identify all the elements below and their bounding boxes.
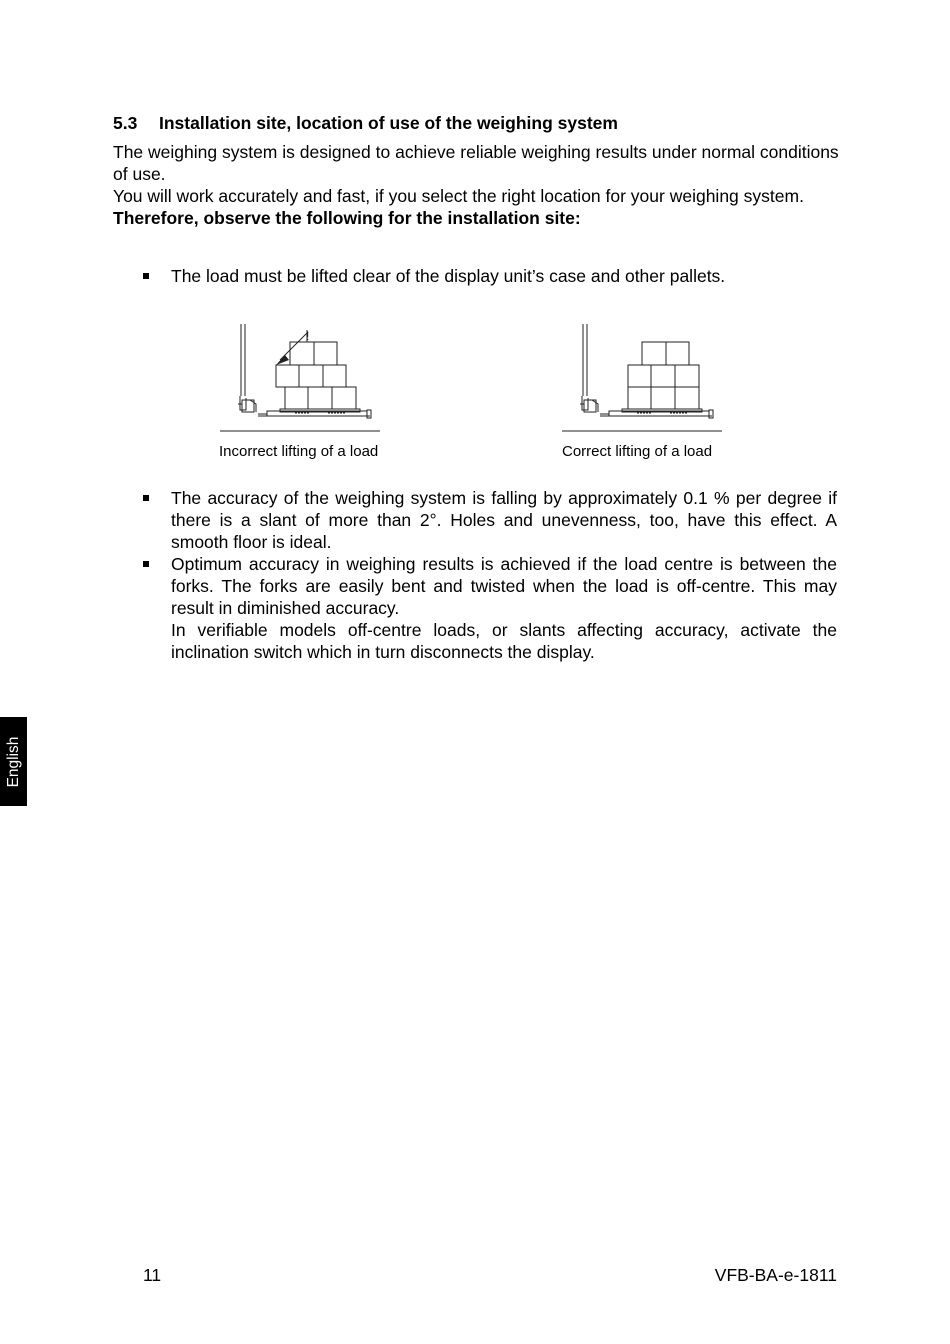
intro-text	[113, 141, 843, 229]
warning-mark: !	[306, 329, 310, 343]
bullet-list-lifting	[113, 265, 837, 287]
bullet-text: Optimum accuracy in weighing results is achieved if the load centre is between the forks. The forks are easily bent and twisted when the load is off-centre. This may result in diminished accuracy.	[171, 554, 837, 618]
language-tab	[0, 717, 27, 806]
document-code: VFB-BA-e-1811	[714, 1265, 837, 1285]
page-number: 11	[143, 1265, 162, 1285]
bullet-text: The accuracy of the weighing system is falling by approximately 0.1 % per degree if there is a slant of more than 2°. Holes and unevenness, too, have this effect. A smooth floor is ideal.	[171, 488, 837, 552]
intro-paragraph-1: The weighing system is designed to achieve reliable weighing results under normal conditions of use.	[113, 142, 839, 184]
correct-lifting-figure	[552, 320, 732, 438]
list-item	[113, 487, 837, 553]
correct-lifting-caption: Correct lifting of a load	[562, 443, 713, 460]
section-title: Installation site, location of use of the weighing system	[159, 113, 618, 133]
intro-instruction: Therefore, observe the following for the installation site:	[113, 208, 581, 228]
incorrect-lifting-figure	[210, 320, 390, 438]
bullet-text: The load must be lifted clear of the display unit’s case and other pallets.	[171, 266, 726, 286]
list-item	[113, 553, 837, 663]
incorrect-lifting-caption: Incorrect lifting of a load	[219, 443, 379, 460]
bullet-list-accuracy	[113, 487, 837, 663]
intro-paragraph-2: You will work accurately and fast, if you select the right location for your weighing system.	[113, 186, 804, 206]
bullet-square-icon	[143, 273, 149, 279]
section-heading	[113, 113, 618, 134]
language-tab-label: English	[4, 736, 22, 787]
bullet-square-icon	[143, 495, 149, 501]
bullet-square-icon	[143, 561, 149, 567]
list-item	[113, 265, 837, 287]
section-number: 5.3	[113, 113, 138, 133]
bullet-text-continued: In verifiable models off-centre loads, or slants affecting accuracy, activate the inclination switch which in turn disconnects the display.	[171, 620, 837, 662]
